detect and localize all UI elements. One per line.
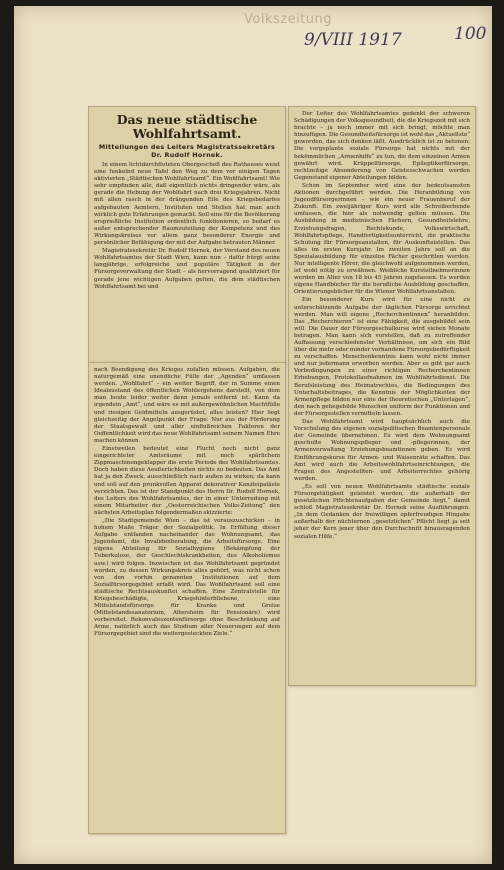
handwritten-date: 9/VIII 1917 (304, 30, 402, 50)
paragraph: Das Wohlfahrtsamt wird hauptsächlich auch die Vorschulung des eigenen sozialpolitischen Beamtenpersonals der Gemeinde übernehmen. Es wird dem Wohnungsamt geschulte Wohnungspfleger und -pflegerinnen, der Armenverwaltung Erziehungsbeamtinnen geben. Es wird Einführungskurse für Armen- und Waisenräte schaffen. Das Amt wird auch die Arbeitswohlfahrtseinrichtungen, die Fragen des Angestellten- und Arbeiterrechtes gehörig werden. (294, 419, 470, 482)
masthead-fragment: Volkszeitung (244, 12, 333, 27)
article-column-1 (88, 106, 286, 364)
column-2-body (94, 367, 280, 639)
column-1-body (94, 162, 280, 291)
article-column-3 (288, 106, 476, 686)
article-subhead: Mitteilungen des Leiters Magistratssekretärs Dr. Rudolf Hornek. (98, 143, 276, 159)
article-column-2 (88, 362, 286, 834)
paragraph: Einstweilen bedeutet eine Flucht noch nicht ganz eingerichteter Amtsräume mit noch spärlichem Zippmaschinengeklapper die erste Periode des Wohlfahrtsamtes. Doch haben diese Aeußerlichkeiten nichts zu bedeuten. Das Amt hat ja den Zweck, ausschließlich nach außen zu wirken; da kann und soll auf den prunkvollen Apparat dekorativer Kanzleipaläste verzichten. Das ist der Standpunkt des Herrn Dr. Rudolf Hornek, des Leiters des Wohlfahrtsamtes, der in einer Unterredung mit einem Mitarbeiter der „Oesterreichischen Volks-Zeitung“ den nächsten Arbeitsplan folgendermaßen skizzierte: (94, 446, 280, 516)
paragraph: Schon im September wird eine der bedeutsamsten Aktionen durchgeführt werden. Die Heranbildung von Jugendfürsorgerinnen – wie ein neuer Frauenberuf der Zukunft. Ein zweijähriger Kurs wird alle Schreiberbende umfassen, die hier als notwendig gelten müssen. Die Ausbildung in medizinischen Fächern, Gesundheitslehre, Erziehungsfragen, Rechtskunde, Volkswirtschaft, Wohlfahrtspflege, Handfertigkeitsunterricht, die praktische Schulung für Fürsorgeanstalten, für Auskunfteistellen. Das alles im ersten Kursjahr. Im zweiten Jahre soll an die Spezialausbildung für einzelne Fächer geschritten werden. Nur intelligente Hörer, die gleichwohl aufgenommen werden, ist wohl nötig zu erwähnen. Weibliche Kursteilnehmerinnen werden im Alter von 18 bis 45 Jahren zugelassen. Es werden eigene Handbücher für die berufliche Ausbildung geschaffen, Orientierungsbücher für die Wiener Wohlfahrtsanstalten. (294, 182, 470, 296)
paragraph: „Es soll von neuen Wohlfahrtsamte städtische soziale Fürsorgetätigkeit geleistet werden, die außerhalb der gesetzlichen Pflichtenaufgaben der Gemeinde liegt,“ damit schloß Magistratssekretär Dr. Hornek seine Ausführungen. „In dem Gedanken der freiwilligen opferfreudigen Hingabe außerhalb der nüchternen „gesetzlichen“ Pflicht liegt ja seit jeher der Kern jener über den Durchschnitt hinausragenden sozialen Hilfe.“ (294, 483, 470, 540)
paragraph: „Die Stadtgemeinde Wien – das ist vorauszuschicken – in hohem Maße Träger der Sozialpolitik. In Erfüllung dieser Aufgabe entfanden nacheinander das Wohnungsamt, das Jugendamt, die Invalidenberatung, die Arbeitsfürsorge. Eine eigene Abteilung für Sozialhygiene (Bekämpfung der Tuberkulose, der Geschlechtskrankheiten, des Alkoholismus usw.) wird folgen. Inzwischen ist das Wohlfahrtsamt gegründet worden, zu dessen Wirkungskreis alles gehört, was nicht schon von den vorhin genannten Institutionen auf dem Sozialfürsorgegebiet erfaßt wird. Das Wohlfahrtsamt soll eine städtische Rechtsauskunftei schaffen. Eine Zentralstelle für Kriegsbeschädigte, Kriegshinterbliebene, eine Mittelstandsfürsorge für Kranke und Greise (Mittelstandssanatorium, Altersheim für Pensionäre) wird vorbereitet. Rekonvaleszentenfürsorge ohne Beschränkung auf Arme, natürlich auch das Studium aller Neuerungen auf dem Fürsorgegebiet sind die weitergesteckten Ziele.“ (94, 517, 280, 638)
handwritten-page-number: 100 (454, 24, 487, 44)
paragraph: nach Beendigung des Krieges zufallen müssen. Aufgaben, die naturgemäß eine unendliche Fülle der „Agenden“ umfassen werden. „Wohlfahrt“ – ein weiter Begriff, der in Summe einen Idealzustand des öffentlichen Wohlergehens darstellt, von dem man heute leider weiter denn jemals entfernt ist. Kann da irgendein „Amt“, und wäre es mit außergewöhnlichen Machtfülle und riesigen Geldmitteln ausgerüstet, alles leisten? Hier liegt gleichzeitig der Angelpunkt der Frage: Nur aus der Förderung der Staatsgewalt und aller einflußreichen Faktoren der Oeffentlichkeit wird das neue Wohlfahrtsamt seinem Namen Ehre machen können. (94, 367, 280, 444)
paragraph: Ein besonderer Kurs wird für eine nicht zu unterschätzende Aufgabe der täglichen Fürsorge errichtet werden. Man will eigene „Recherchentinnen“ heranbilden. Das „Recherchieren“ ist eine Fähigkeit, die ausgebildet sein will. Die Dauer der Fürsorgeschulkurse wird sieben Monate betragen. Man kann sich vorstellen, daß zu zutreffender Auffassung verschiedenster Verhältnisse, um sich ein Bild über die mehr oder minder vorhandene Fürsorgebedürftigkeit zu verschaffen. Menschenkenntnis kann wohl nicht immer und nur jedermann erworben werden. Aber es gibt gar auch Vorbedingungen zu einer richtigen Recherchentinnen Erhebungen, Protokollaufnahmen im Wohlfahrtsdienst. Die Berufsleistung des Heimatrechtes, die Bedingungen des Unterhaltsbeitrages, die Kenntnis der Möglichkeiten der Armenpflege bilden nur eine der theoretischen „Unterlagen“, den nach gehegebilde Menschen uniform der Funktionen und der Fürsorgestellen vermitteln lassen. (294, 297, 470, 417)
paragraph: Der Leiter des Wohlfahrtsamtes gedenkt der schweren Schädigungen der Volksgesundheit, die die Kriegszeit mit sich brachte – ja noch immer mit sich bringt, möchte man hinzufügen. Die Gesundheitsfürsorge ist wohl das „Aktuellste“ geworden, das sich denken läßt. Ausdrücklich ist zu betonen: Die vorgeplante soziale Fürsorge hat nichts mit der bekömmlichen „Armenhilfe“ zu tun, die dem einzelnen Armen gewährt wird. Krüppelfürsorge, Epileptikerfürsorge, rechtzeitige Absonderung von Geistesschwachen werden Gegenstand eigener Abteilungen bilden. (294, 111, 470, 181)
article-headline: Das neue städtische Wohlfahrtsamt. (116, 112, 258, 141)
paragraph: In einem lichtdurchfluteten Obergeschoß des Rathauses weist eine funkelnd neue Tafel den Weg zu dem vor einigen Tagen aktivierten „Städtischen Wohlfahrtsamt“. Ein Wohlfahrtsamt! Wie sehr empfinden alle, daß eigentlich nichts dringender wäre, als gerade die Hebung der Wohlfahrt nach drei Kriegsjahren. Nicht mit allen rasch in der drängenden Eile des Kriegsbedarfes aufgebauten Aemtern, Instituten und Stellen hat man auch wirklich gute Erfahrungen gemacht. Soll eine für die Bevölkerung ersprießliche Institution ordentlich funktionieren, so bedarf es außer entsprechender Raumzuteilung der Kompetenz und des Wirkungskreises vor allem ganz besonderer Energie und persönlicher Befähigung der mit der Aufgabe betrauten Männer. (94, 162, 280, 247)
column-3-body (294, 111, 470, 541)
paragraph: Magistratssekretär Dr. Rudolf Hornek, der Vorstand des neuen Wohlfahrtsamtes der Stadt Wien, kann nun – dafür bürgt seine langjährige, erfolgreiche und populäre Tätigkeit in der Fürsorgeverwaltung der Stadt – als hervorragend qualifiziert für gerade jene wichtigen Aufgaben gelten, die dem städtischen Wohlfahrtsamt bei und (94, 248, 280, 290)
